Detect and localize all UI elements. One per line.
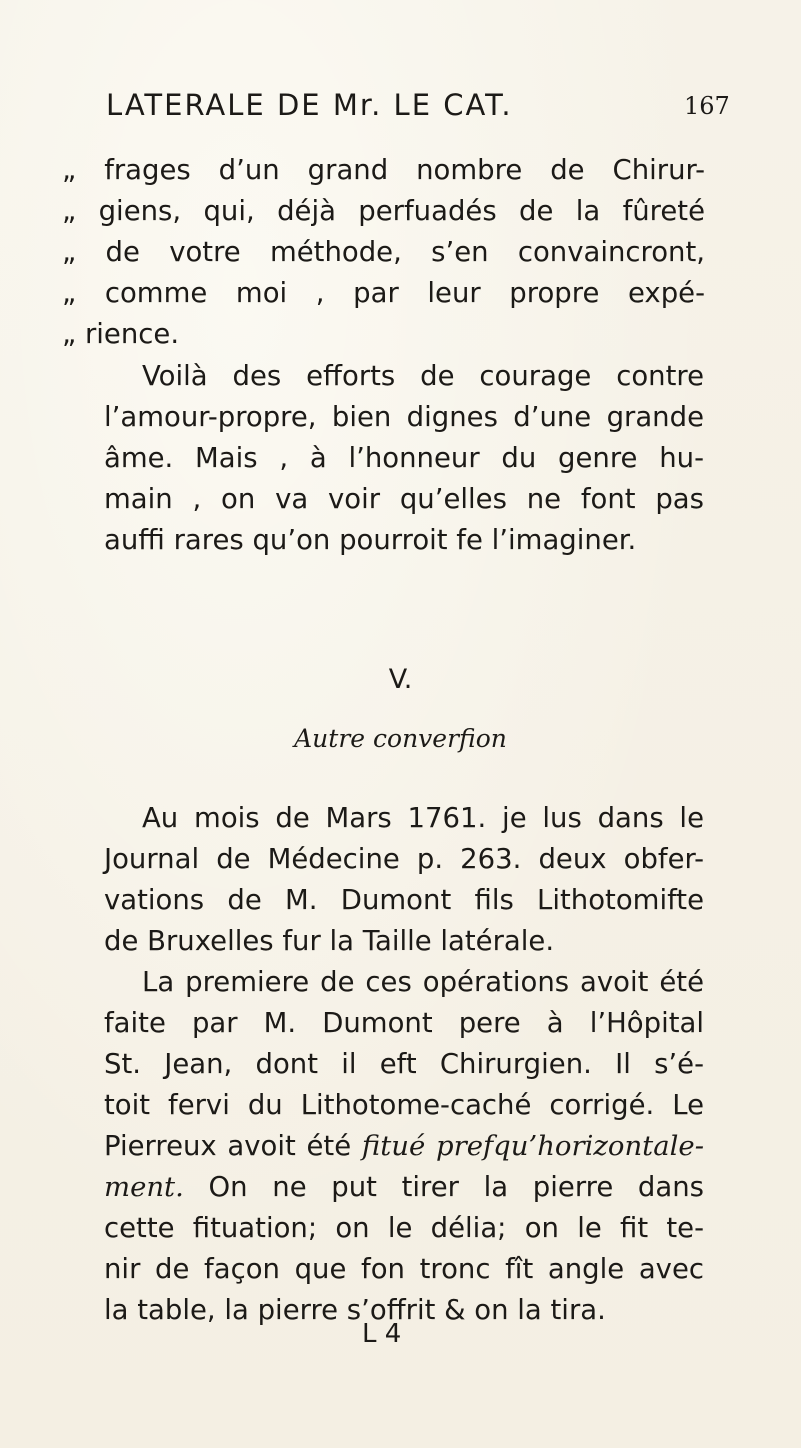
paragraph-line: nir de façon que fon tronc fît angle avec <box>104 1253 704 1285</box>
section-title: Autre converfion <box>294 724 507 753</box>
paragraph-line: Journal de Médecine p. 263. deux obfer- <box>104 843 704 875</box>
paragraph-line: vations de M. Dumont fils Lithotomifte <box>104 884 704 916</box>
paragraph-line: l’amour-propre, bien dignes d’une grande <box>104 401 704 433</box>
paragraph-line: Au mois de Mars 1761. je lus dans le <box>142 802 704 834</box>
paragraph-line: âme. Mais , à l’honneur du genre hu- <box>104 442 704 474</box>
paragraph-line: Voilà des efforts de courage contre <box>142 360 704 392</box>
running-title: LATERALE DE Mr. LE CAT. <box>106 88 513 122</box>
page-number: 167 <box>684 92 730 120</box>
paragraph-line: la table, la pierre s’offrit & on la tira. <box>104 1294 606 1326</box>
quote-line: „ de votre méthode, s’en convaincront, <box>62 236 705 268</box>
paragraph-line: de Bruxelles fur la Taille latérale. <box>104 925 555 957</box>
paragraph-line-mixed <box>104 1126 704 1166</box>
text-run: Pierreux avoit été <box>104 1130 362 1162</box>
section-number: V. <box>388 664 413 695</box>
paragraph-line: faite par M. Dumont pere à l’Hôpital <box>104 1007 704 1039</box>
paragraph-line: auffi rares qu’on pourroit fe l’imaginer. <box>104 524 637 556</box>
paragraph-line: cette fituation; on le délia; on le fit te- <box>104 1212 704 1244</box>
paragraph-line: St. Jean, dont il eft Chirurgien. Il s’é- <box>104 1048 704 1080</box>
quote-line: „ rience. <box>62 318 180 350</box>
quote-line: „ frages d’un grand nombre de Chirur- <box>62 154 705 186</box>
paragraph-line-mixed <box>104 1167 704 1207</box>
quote-line: „ comme moi , par leur propre expé- <box>62 277 705 309</box>
italic-run: ment. <box>104 1171 184 1203</box>
quote-line: „ giens, qui, déjà perfuadés de la fûreté <box>62 195 705 227</box>
paragraph-line: La premiere de ces opérations avoit été <box>142 966 704 998</box>
italic-run: fitué prefqu’horizontale- <box>361 1130 704 1162</box>
paragraph-line: main , on va voir qu’elles ne font pas <box>104 483 704 515</box>
text-run: On ne put tirer la pierre dans <box>183 1171 704 1203</box>
paragraph-line: toit fervi du Lithotome-caché corrigé. Le <box>104 1089 704 1121</box>
signature-mark: L 4 <box>362 1319 402 1349</box>
